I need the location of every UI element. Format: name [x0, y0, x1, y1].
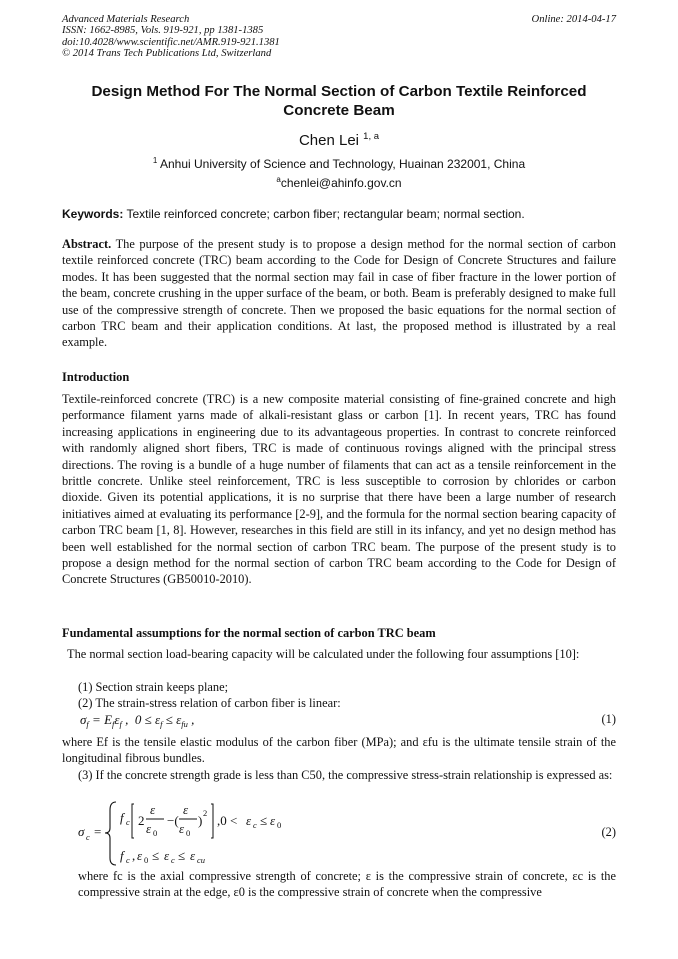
svg-text:ε: ε — [183, 802, 189, 817]
author-line — [62, 131, 616, 149]
svg-text:c: c — [86, 832, 90, 842]
equation-2-number: (2) — [601, 825, 616, 839]
email-line — [62, 175, 616, 190]
equation-2 — [74, 798, 314, 868]
author-sup: 1, a — [363, 131, 380, 142]
svg-text:ε: ε — [150, 802, 156, 817]
svg-text:f: f — [120, 810, 124, 825]
assumption-2: (2) The strain-stress relation of carbon fiber is linear: — [78, 696, 341, 710]
svg-text:≤: ≤ — [260, 813, 268, 828]
journal-header — [62, 14, 280, 60]
equation-1-explanation: where Ef is the tensile elastic modulus of the carbon fiber (MPa); and εfu is the ultimate tensile strain of the longitudinal fibrous bundles. — [62, 735, 616, 766]
equation-1: $\sigma_f = E_f\varepsilon_f$ , $0 \le \varepsilon_f \le \varepsilon_{fu}$ , — [80, 712, 195, 729]
svg-text:2: 2 — [203, 808, 208, 818]
journal-name: Advanced Materials Research — [62, 14, 190, 25]
svg-text:c: c — [126, 817, 130, 827]
svg-text:c: c — [171, 855, 175, 865]
abstract-text: The purpose of the present study is to propose a design method for the normal section of carbon textile reinforced concrete (TRC) beam according to the Code for Design of Concrete Structures and failure modes. It has been suggested that the normal section may fail in case of fiber fracture in the lower portion of the beam, concrete crushing in the upper surface of the beam, or both. Beam is preferably designed to make full use of the compressive strength of concrete. Then we proposed the basic equations for the normal section of carbon TRC beam and their application conditions. At last, the proposed method is illustrated by a real example. — [62, 237, 616, 350]
introduction-text: Textile-reinforced concrete (TRC) is a new composite material consisting of fine-grained concrete and high performance filament yarns made of alkali-resistant glass or carbon [1]. In recent years, TRC has found increasing applications in engineering due to its advantageous properties. In contrast to concrete reinforced with randomly aligned short fibers, TRC is made of continuous rovings aligned with the principal stress directions. The roving is a bundle of a huge number of filaments that can act as a tensile reinforcement in the brittle concrete. Unlike steel reinforcement, TRC is less susceptible to corrosion by chlorides or carbon dioxide. Given its potential applications, it is no surprise that there have been a large number of research initiatives aimed at evaluating its performance [2-9], and the formula for the normal section bearing capacity of carbon TRC beam [1, 8]. However, researches in this field are still in its infancy, and yet no design method has been well established for the normal section of carbon TRC beam. The purpose of the present study is to propose a design method for the normal section of carbon TRC beam according to the Code for Design of Concrete Structures (GB50010-2010). — [62, 392, 616, 587]
assumption-3: (3) If the concrete strength grade is less than C50, the compressive stress-strain relationship is expressed as: — [78, 768, 613, 782]
svg-text:ε: ε — [179, 821, 185, 836]
svg-text:σ: σ — [78, 824, 85, 839]
svg-text:0: 0 — [144, 855, 149, 865]
equation-2-explanation-text: where fc is the axial compressive strength of concrete; ε is the compressive strain of concrete, εc is the compressive strain at the edge, ε0 is the compressive strain of concrete when the compressive — [78, 869, 616, 900]
keywords — [62, 207, 616, 221]
equation-1-number: (1) — [601, 712, 616, 726]
email-sup: a — [276, 175, 281, 184]
svg-text:ε: ε — [137, 848, 143, 863]
svg-text:ε: ε — [270, 813, 276, 828]
svg-text:f: f — [120, 848, 124, 863]
assumptions-intro: The normal section load-bearing capacity will be calculated under the following four assumptions [10]: — [67, 647, 580, 661]
svg-text:): ) — [198, 813, 203, 828]
doi-line: doi:10.4028/www.scientific.net/AMR.919-921.1381 — [62, 36, 280, 48]
copyright-line: © 2014 Trans Tech Publications Ltd, Switzerland — [62, 48, 272, 60]
assumption-1: (1) Section strain keeps plane; — [78, 680, 229, 694]
svg-text:c: c — [126, 855, 130, 865]
paper-title: Design Method For The Normal Section of Carbon Textile Reinforced Concrete Beam — [91, 83, 587, 119]
introduction-heading: Introduction — [62, 370, 130, 384]
author-name: Chen Lei — [298, 132, 359, 149]
abstract-label: Abstract. — [62, 237, 112, 251]
svg-text:,0 <: ,0 < — [217, 813, 238, 828]
svg-text:0: 0 — [153, 828, 158, 838]
svg-text:0: 0 — [186, 828, 191, 838]
svg-text:,: , — [132, 848, 136, 863]
svg-text:≤: ≤ — [152, 848, 160, 863]
svg-text:=: = — [94, 824, 102, 839]
affiliation — [62, 156, 616, 171]
issn-line: ISSN: 1662-8985, Vols. 919-921, pp 1381-1385 — [62, 25, 264, 37]
svg-text:ε: ε — [190, 848, 196, 863]
svg-text:ε: ε — [164, 848, 170, 863]
svg-text:cu: cu — [197, 855, 206, 865]
svg-text:0: 0 — [277, 820, 282, 830]
keywords-text: Textile reinforced concrete; carbon fiber; rectangular beam; normal section. — [126, 207, 525, 221]
svg-text:ε: ε — [246, 813, 252, 828]
keywords-label: Keywords: — [62, 207, 124, 221]
svg-text:2: 2 — [138, 813, 145, 828]
assumptions-heading: Fundamental assumptions for the normal section of carbon TRC beam — [62, 626, 436, 640]
svg-text:−(: −( — [167, 813, 179, 828]
affiliation-text: Anhui University of Science and Technology, Huainan 232001, China — [159, 157, 526, 171]
svg-text:c: c — [253, 820, 257, 830]
abstract — [62, 236, 616, 351]
equation-2-explanation — [62, 868, 616, 901]
email-text: chenlei@ahinfo.gov.cn — [280, 176, 402, 190]
affiliation-sup: 1 — [152, 156, 158, 165]
svg-text:ε: ε — [146, 821, 152, 836]
svg-text:≤: ≤ — [178, 848, 186, 863]
online-date: Online: 2014-04-17 — [531, 14, 616, 25]
